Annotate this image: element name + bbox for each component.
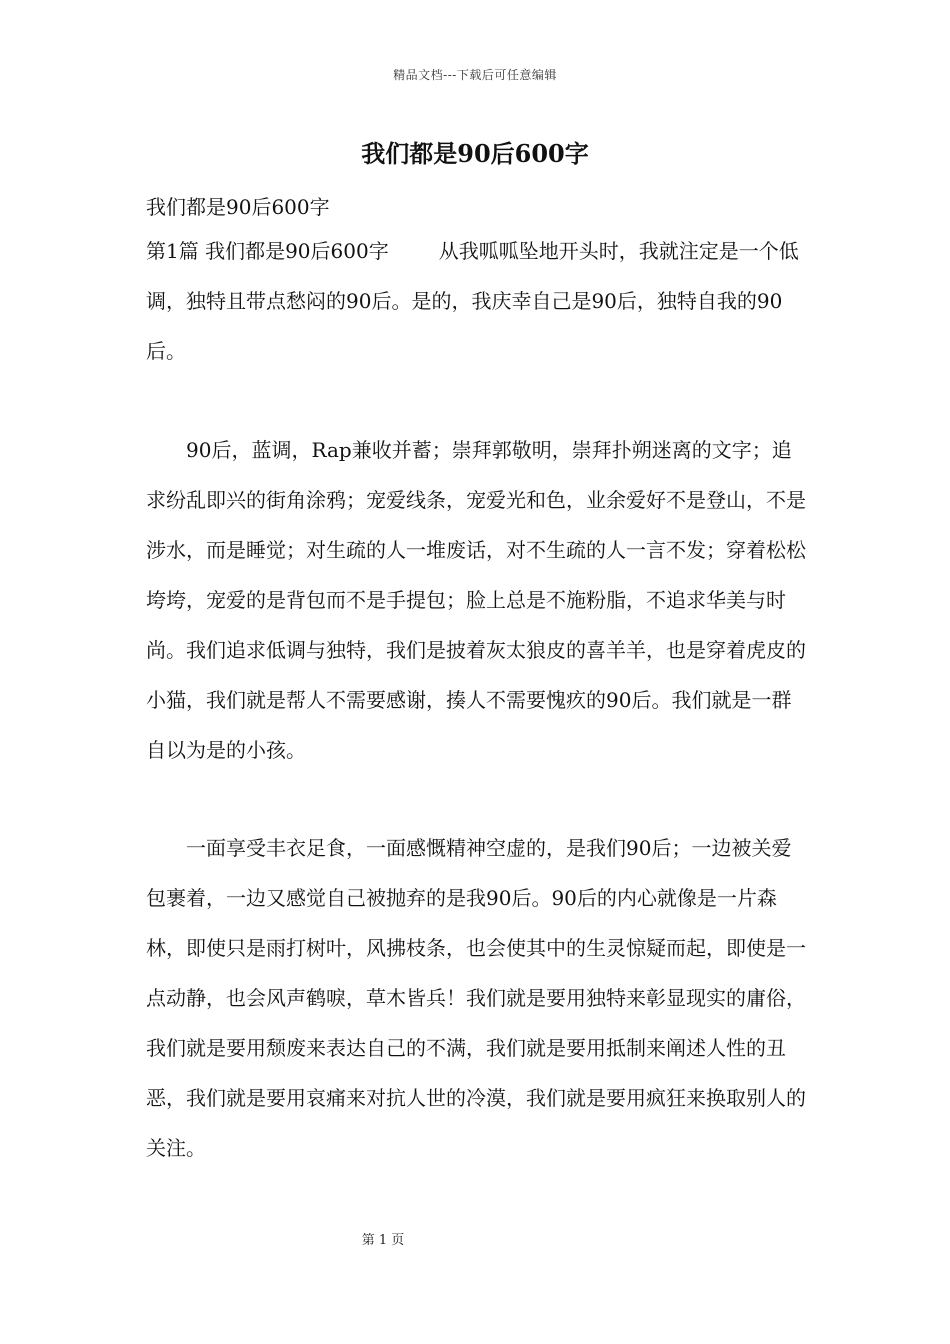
paragraph-1-text: 从我呱呱坠地开头时，我就注定是一个低调，独特且带点愁闷的90后。是的，我庆幸自己是90后，独特自我的90后。	[146, 239, 799, 363]
header-note: 精品文档---下载后可任意编辑	[393, 68, 557, 82]
page-number: 第 1 页	[361, 1233, 405, 1248]
document-title: 我们都是90后600字	[361, 139, 589, 168]
paragraph-3: 一面享受丰衣足食，一面感慨精神空虚的，是我们90后；一边被关爱包裹着，一边又感觉自己被抛弃的是我90后。90后的内心就像是一片森林，即使只是雨打树叶，风拂枝条，也会使其中的生灵惊疑而起，即使是一点动静，也会风声鹤唳，草木皆兵！我们就是要用独特来彰显现实的庸俗，我们就是要用颓废来表达自己的不满，我们就是要用抵制来阐述人性的丑恶，我们就是要用哀痛来对抗人世的冷漠，我们就是要用疯狂来换取别人的关注。	[146, 836, 806, 1160]
section-label: 第1篇 我们都是90后600字	[146, 239, 389, 263]
paragraph-2: 90后，蓝调，Rap兼收并蓄；崇拜郭敬明，崇拜扑朔迷离的文字；追求纷乱即兴的街角涂鸦；宠爱线条，宠爱光和色，业余爱好不是登山，不是涉水，而是睡觉；对生疏的人一堆废话，对不生疏的人一言不发；穿着松松垮垮，宠爱的是背包而不是手提包；脸上总是不施粉脂，不追求华美与时尚。我们追求低调与独特，我们是披着灰太狼皮的喜羊羊，也是穿着虎皮的小猫，我们就是帮人不需要感谢，揍人不需要愧疚的90后。我们就是一群自以为是的小孩。	[146, 438, 806, 762]
document-subtitle: 我们都是90后600字	[146, 195, 330, 219]
paragraph-1	[146, 226, 810, 376]
